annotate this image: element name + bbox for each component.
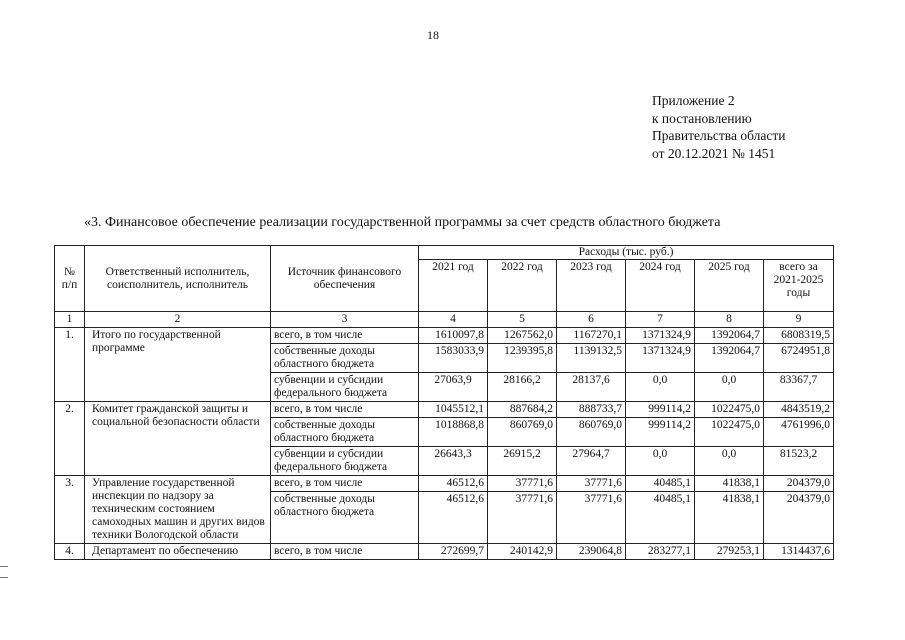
- cell-value: 26643,3: [419, 447, 488, 476]
- cell-value: 240142,9: [488, 544, 557, 560]
- header-year: 2022 год: [488, 260, 557, 312]
- cell-value: 46512,6: [419, 476, 488, 492]
- cell-value: 0,0: [626, 447, 695, 476]
- cell-value: 83367,7: [764, 373, 834, 402]
- table-row: [55, 544, 834, 560]
- cell-value: 41838,1: [695, 492, 764, 544]
- cell-value: 6808319,5: [764, 328, 834, 344]
- header-row-expenses: [55, 246, 834, 260]
- cell-value: 27964,7: [557, 447, 626, 476]
- cell-value: 239064,8: [557, 544, 626, 560]
- cell-value: 999114,2: [626, 402, 695, 418]
- cell-value: 860769,0: [488, 418, 557, 447]
- row-source: всего, в том числе: [271, 544, 419, 560]
- row-source: собственные доходы областного бюджета: [271, 418, 419, 447]
- cell-value: 999114,2: [626, 418, 695, 447]
- cell-value: 1045512,1: [419, 402, 488, 418]
- col-number: 5: [488, 312, 557, 328]
- row-executor: Комитет гражданской защиты и социальной безопасности области: [85, 402, 271, 476]
- header-year: 2021 год: [419, 260, 488, 312]
- cell-value: 1022475,0: [695, 418, 764, 447]
- col-number: 2: [85, 312, 271, 328]
- cell-value: 1139132,5: [557, 344, 626, 373]
- cell-value: 37771,6: [488, 492, 557, 544]
- page-number: 18: [427, 28, 439, 42]
- row-source: субвенции и субсидии федерального бюджета: [271, 447, 419, 476]
- row-source: субвенции и субсидии федерального бюджета: [271, 373, 419, 402]
- cell-value: 37771,6: [557, 476, 626, 492]
- cell-value: 1610097,8: [419, 328, 488, 344]
- col-number: 9: [764, 312, 834, 328]
- header-year: 2023 год: [557, 260, 626, 312]
- cell-value: 6724951,8: [764, 344, 834, 373]
- cell-value: 1392064,7: [695, 328, 764, 344]
- col-number: 8: [695, 312, 764, 328]
- row-executor: Управление государственной инспекции по надзору за техническим состоянием самоходных машин и других видов техники Вологодской области: [85, 476, 271, 544]
- cell-value: 37771,6: [557, 492, 626, 544]
- cell-value: 204379,0: [764, 492, 834, 544]
- cell-value: 28137,6: [557, 373, 626, 402]
- col-number: 4: [419, 312, 488, 328]
- row-source: собственные доходы областного бюджета: [271, 344, 419, 373]
- cell-value: 26915,2: [488, 447, 557, 476]
- cell-value: 1314437,6: [764, 544, 834, 560]
- cell-value: 887684,2: [488, 402, 557, 418]
- appendix-line: к постановлению: [652, 110, 752, 126]
- cell-value: 1239395,8: [488, 344, 557, 373]
- cell-value: 1267562,0: [488, 328, 557, 344]
- row-source: собственные доходы областного бюджета: [271, 492, 419, 544]
- row-num: 4.: [55, 544, 85, 560]
- cell-value: 279253,1: [695, 544, 764, 560]
- header-expenses: Расходы (тыс. руб.): [419, 246, 834, 260]
- cell-value: 4761996,0: [764, 418, 834, 447]
- cell-value: 1371324,9: [626, 344, 695, 373]
- row-num: 1.: [55, 328, 85, 402]
- cell-value: 28166,2: [488, 373, 557, 402]
- header-year: 2025 год: [695, 260, 764, 312]
- header-num: № п/п: [55, 246, 85, 312]
- cell-value: 37771,6: [488, 476, 557, 492]
- financing-table: [54, 245, 834, 560]
- margin-mark: [0, 566, 8, 578]
- col-number: 6: [557, 312, 626, 328]
- cell-value: 0,0: [695, 447, 764, 476]
- section-title: «3. Финансовое обеспечение реализации государственной программы за счет средств областного бюджета: [84, 215, 721, 230]
- cell-value: 4843519,2: [764, 402, 834, 418]
- cell-value: 1583033,9: [419, 344, 488, 373]
- row-executor: Департамент по обеспечению: [85, 544, 271, 560]
- cell-value: 0,0: [695, 373, 764, 402]
- row-source: всего, в том числе: [271, 328, 419, 344]
- cell-value: 1018868,8: [419, 418, 488, 447]
- col-number: 1: [55, 312, 85, 328]
- appendix-line: Правительства области: [652, 128, 786, 143]
- row-executor: Итого по государственной программе: [85, 328, 271, 402]
- cell-value: 888733,7: [557, 402, 626, 418]
- appendix-block: [652, 92, 785, 162]
- appendix-line: от 20.12.2021 № 1451: [652, 145, 776, 161]
- cell-value: 283277,1: [626, 544, 695, 560]
- header-source: Источник финансового обеспечения: [271, 246, 419, 312]
- cell-value: 860769,0: [557, 418, 626, 447]
- table-row: [55, 476, 834, 492]
- row-num: 2.: [55, 402, 85, 476]
- cell-value: 1022475,0: [695, 402, 764, 418]
- cell-value: 1371324,9: [626, 328, 695, 344]
- cell-value: 0,0: [626, 373, 695, 402]
- header-year-total: всего за 2021-2025 годы: [764, 260, 834, 312]
- appendix-line: Приложение 2: [652, 93, 735, 108]
- cell-value: 204379,0: [764, 476, 834, 492]
- cell-value: 41838,1: [695, 476, 764, 492]
- row-source: всего, в том числе: [271, 402, 419, 418]
- cell-value: 27063,9: [419, 373, 488, 402]
- table-row: [55, 328, 834, 344]
- cell-value: 1167270,1: [557, 328, 626, 344]
- row-num: 3.: [55, 476, 85, 544]
- cell-value: 272699,7: [419, 544, 488, 560]
- col-number: 3: [271, 312, 419, 328]
- cell-value: 40485,1: [626, 476, 695, 492]
- column-numbers-row: [55, 312, 834, 328]
- table-row: [55, 402, 834, 418]
- header-executor: Ответственный исполнитель, соисполнитель, исполнитель: [85, 246, 271, 312]
- cell-value: 40485,1: [626, 492, 695, 544]
- cell-value: 46512,6: [419, 492, 488, 544]
- header-year: 2024 год: [626, 260, 695, 312]
- cell-value: 1392064,7: [695, 344, 764, 373]
- row-source: всего, в том числе: [271, 476, 419, 492]
- col-number: 7: [626, 312, 695, 328]
- cell-value: 81523,2: [764, 447, 834, 476]
